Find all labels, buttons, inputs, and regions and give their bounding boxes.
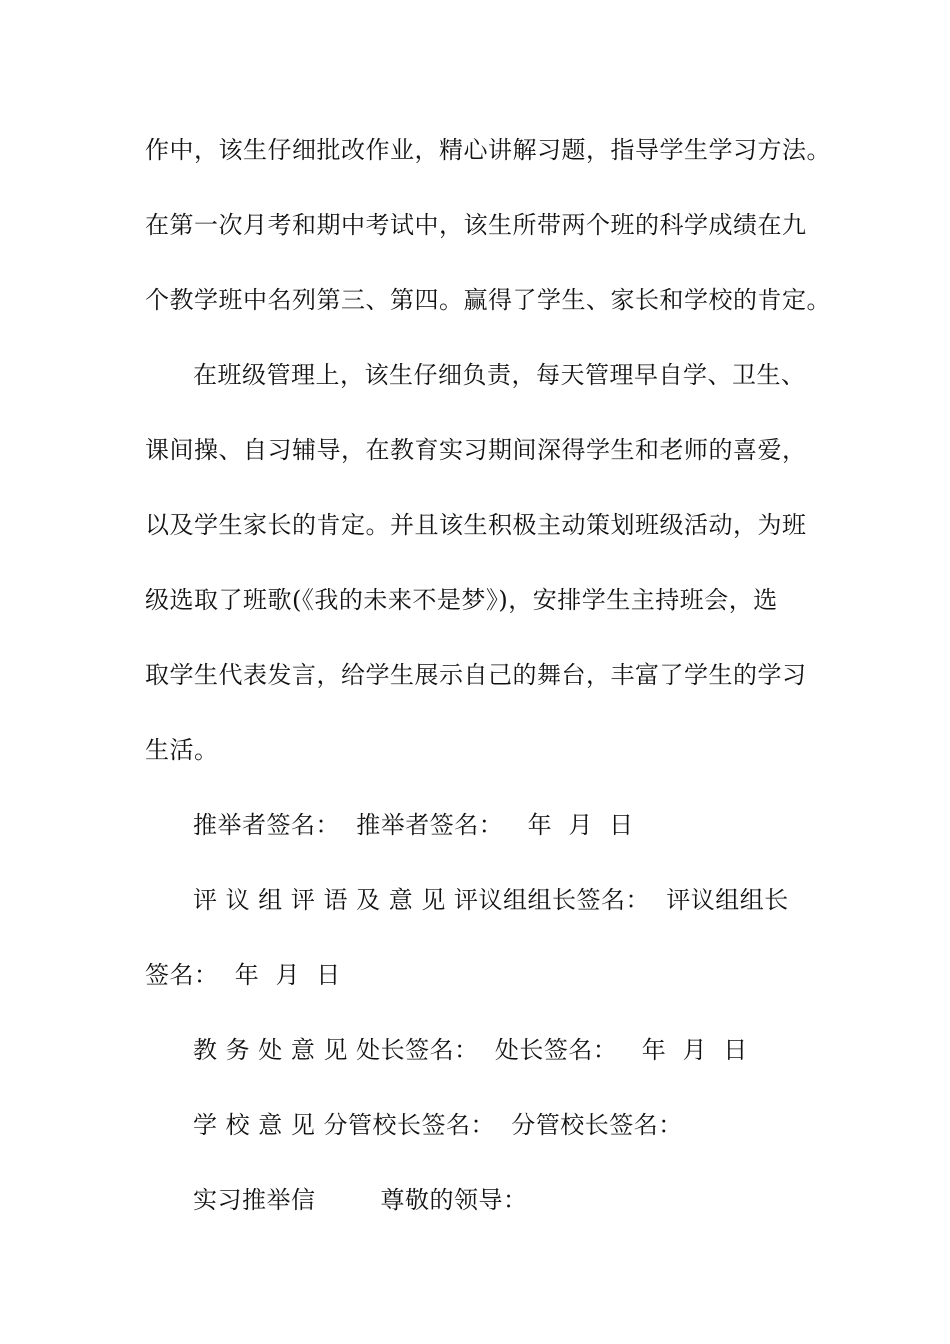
body-line-2: 在第一次月考和期中考试中，该生所带两个班的科学成绩在九 <box>145 211 807 239</box>
body-line-5: 课间操、自习辅导，在教育实习期间深得学生和老师的喜爱， <box>145 436 807 464</box>
review-group-date-line: 签名： 年 月 日 <box>145 961 341 989</box>
body-line-6: 以及学生家长的肯定。并且该生积极主动策划班级活动，为班 <box>145 511 807 539</box>
review-group-line: 评 议 组 评 语 及 意 见 评议组组长签名： 评议组组长 <box>193 886 789 914</box>
school-opinion-line: 学 校 意 见 分管校长签名： 分管校长签名： <box>193 1111 683 1139</box>
body-line-7: 级选取了班歌(《我的未来不是梦》)，安排学生主持班会，选 <box>145 586 778 614</box>
recommender-signature-line: 推举者签名： 推举者签名： 年 月 日 <box>193 811 634 839</box>
body-line-3: 个教学班中名列第三、第四。赢得了学生、家长和学校的肯定。 <box>145 286 831 314</box>
body-line-4: 在班级管理上，该生仔细负责，每天管理早自学、卫生、 <box>193 361 806 389</box>
body-line-9: 生活。 <box>145 736 219 764</box>
body-line-1: 作中，该生仔细批改作业，精心讲解习题，指导学生学习方法。 <box>145 136 831 164</box>
academic-office-line: 教 务 处 意 见 处长签名： 处长签名： 年 月 日 <box>193 1036 748 1064</box>
letter-heading-line: 实习推举信 尊敬的领导： <box>193 1186 528 1214</box>
body-line-8: 取学生代表发言，给学生展示自己的舞台，丰富了学生的学习 <box>145 661 807 689</box>
